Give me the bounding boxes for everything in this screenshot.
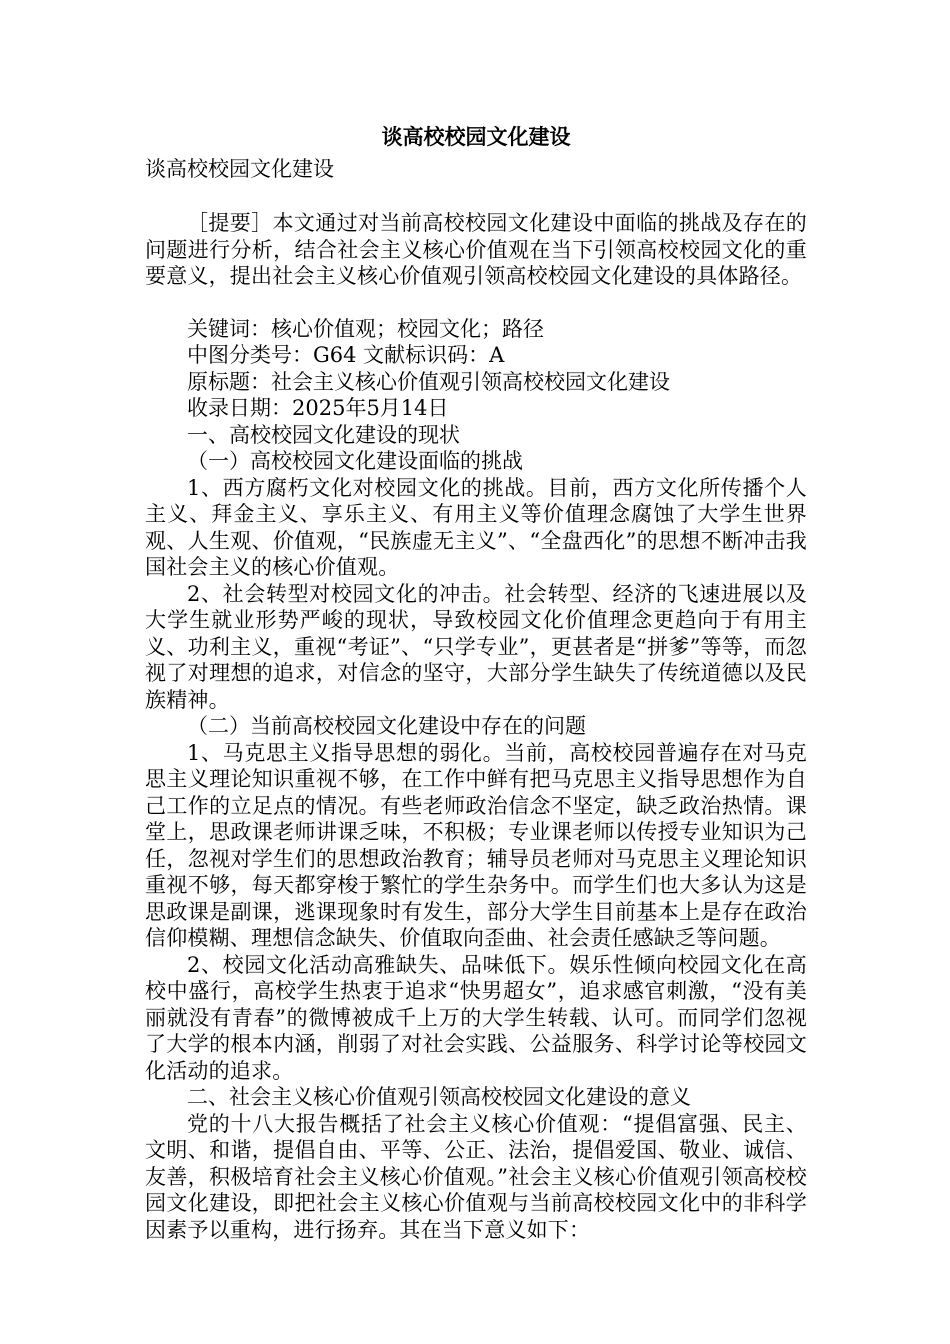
section-heading: 一、高校校园文化建设的现状 [187,422,460,447]
document-page [145,120,807,1243]
classification-line: 中图分类号：G64 文献标识码：A [187,343,505,367]
original-title-line: 原标题：社会主义核心价值观引领高校校园文化建设 [187,369,670,394]
received-date-line: 收录日期：2025年5月14日 [187,396,449,420]
body-paragraph: 党的十八大报告概括了社会主义核心价值观：“提倡富强、民主、文明、和谐，提倡自由、平等、公正、法治，提倡爱国、敬业、诚信、友善，积极培育社会主义核心价值观。”社会主义核心价值观引领高校校园文化建设，即把社会主义核心价值观与当前高校校园文化中的非科学因素予以重构，进行扬弃。其在当下意义如下： [145,1111,807,1242]
body-paragraph: 1、马克思主义指导思想的弱化。当前，高校校园普遍存在对马克思主义理论知识重视不够，在工作中鲜有把马克思主义指导思想作为自己工作的立足点的情况。有些老师政治信念不坚定，缺乏政治热情。课堂上，思政课老师讲课乏味，不积极；专业课老师以传授专业知识为己任，忽视对学生们的思想政治教育；辅导员老师对马克思主义理论知识重视不够，每天都穿梭于繁忙的学生杂务中。而学生们也大多认为这是思政课是副课，逃课现象时有发生，部分大学生目前基本上是存在政治信仰模糊、理想信念缺失、价值取向歪曲、社会责任感缺乏等问题。 [145,740,807,950]
body-paragraph: 2、社会转型对校园文化的冲击。社会转型、经济的飞速进展以及大学生就业形势严峻的现状，导致校园文化价值理念更趋向于有用主义、功利主义，重视“考证”、“只学专业”，更甚者是“拼爹”等等，而忽视了对理想的追求，对信念的坚守，大部分学生缺失了传统道德以及民族精神。 [145,581,807,712]
subsection-heading: （一）高校校园文化建设面临的挑战 [187,449,523,473]
subsection-heading: （二）当前高校校园文化建设中存在的问题 [187,714,586,738]
abstract-paragraph: ［提要］本文通过对当前高校校园文化建设中面临的挑战及存在的问题进行分析，结合社会主义核心价值观在当下引领高校校园文化的重要意义，提出社会主义核心价值观引领高校校园文化建设的具体路径。 [145,211,807,288]
document-title: 谈高校校园文化建设 [381,124,571,149]
section-heading: 二、社会主义核心价值观引领高校校园文化建设的意义 [187,1085,691,1109]
keywords-line: 关键词：核心价值观；校园文化；路径 [187,316,544,341]
body-paragraph: 1、西方腐朽文化对校园文化的挑战。目前，西方文化所传播个人主义、拜金主义、享乐主义、有用主义等价值理念腐蚀了大学生世界观、人生观、价值观，“民族虚无主义”、“全盘西化”的思想不断冲击我国社会主义的核心价值观。 [145,475,807,579]
document-subtitle: 谈高校校园文化建设 [145,157,334,181]
body-paragraph: 2、校园文化活动高雅缺失、品味低下。娱乐性倾向校园文化在高校中盛行，高校学生热衷于追求“快男超女”，追求感官刺激，“没有美丽就没有青春”的微博被成千上万的大学生转载、认可。而同学们忽视了大学的根本内涵，削弱了对社会实践、公益服务、科学讨论等校园文化活动的追求。 [145,952,807,1083]
